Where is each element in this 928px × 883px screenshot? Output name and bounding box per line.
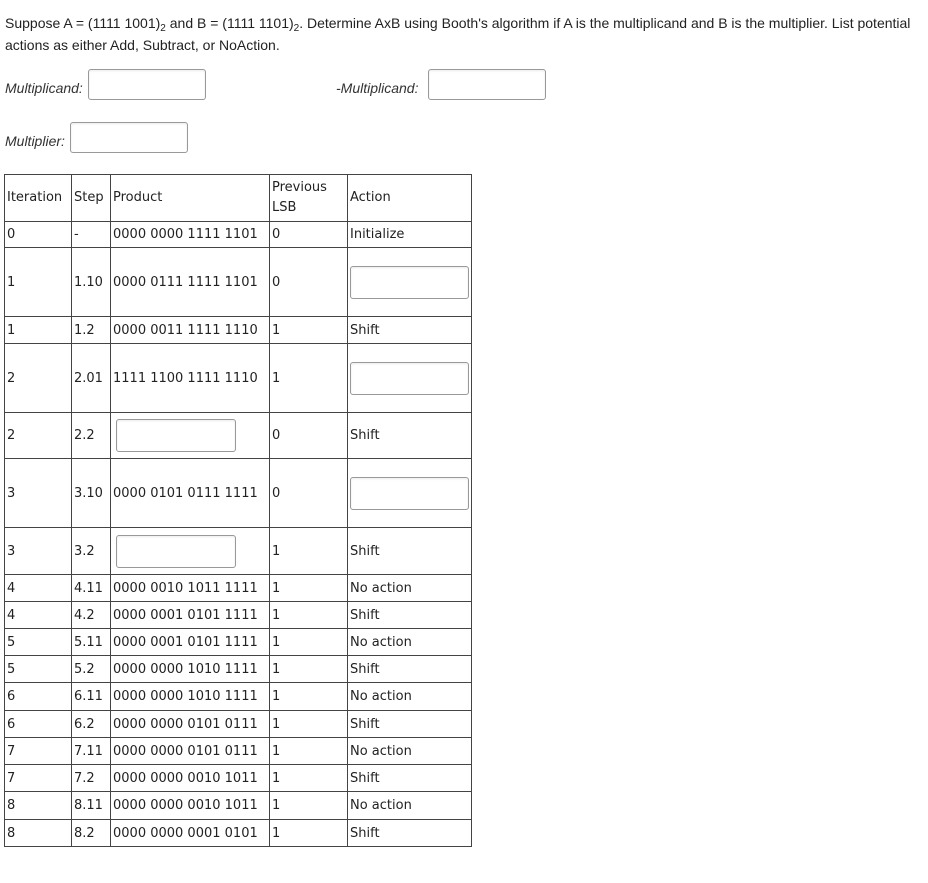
header-previous-lsb <box>270 175 348 222</box>
base-subscript-a: 2 <box>160 23 166 34</box>
step-cell: 4.11 <box>72 575 111 602</box>
action-cell <box>348 248 472 317</box>
table-row <box>5 820 472 847</box>
previous-lsb-cell: 0 <box>270 413 348 459</box>
multiplier-label: Multiplier: <box>5 133 65 149</box>
table-header-row <box>5 175 472 222</box>
previous-lsb-cell: 0 <box>270 222 348 248</box>
iteration-cell: 1 <box>5 248 72 317</box>
action-cell: No action <box>348 738 472 765</box>
neg-multiplicand-label: -Multiplicand: <box>336 80 419 96</box>
action-cell: No action <box>348 575 472 602</box>
multiplier-input[interactable] <box>70 122 188 153</box>
product-cell: 0000 0000 0101 0111 <box>111 711 270 738</box>
previous-lsb-cell: 1 <box>270 765 348 792</box>
question-part1: Suppose A = (1111 1001) <box>5 15 161 31</box>
question-part3: . Determine AxB using Booth's algorithm if A is the multiplicand and B is the multiplier. List potential actions as either Add, Subtract, or NoAction. <box>5 15 911 53</box>
step-cell: 3.2 <box>72 528 111 575</box>
iteration-cell: 7 <box>5 738 72 765</box>
iteration-cell: 7 <box>5 765 72 792</box>
multiplicand-input[interactable] <box>88 69 206 100</box>
action-input[interactable] <box>350 362 469 395</box>
product-input[interactable] <box>116 419 236 452</box>
step-cell: 1.10 <box>72 248 111 317</box>
product-cell: 0000 0000 1010 1111 <box>111 683 270 711</box>
table-row <box>5 317 472 344</box>
iteration-cell: 5 <box>5 629 72 656</box>
table-row <box>5 459 472 528</box>
iteration-cell: 4 <box>5 602 72 629</box>
table-row <box>5 711 472 738</box>
iteration-cell: 6 <box>5 711 72 738</box>
step-cell: 3.10 <box>72 459 111 528</box>
iteration-cell: 2 <box>5 344 72 413</box>
previous-lsb-cell: 0 <box>270 248 348 317</box>
table-row <box>5 765 472 792</box>
table-row <box>5 792 472 820</box>
step-cell: 8.2 <box>72 820 111 847</box>
multiplicand-label: Multiplicand: <box>5 80 83 96</box>
step-cell: 1.2 <box>72 317 111 344</box>
product-cell: 0000 0000 0001 0101 <box>111 820 270 847</box>
product-cell: 1111 1100 1111 1110 <box>111 344 270 413</box>
action-cell: Shift <box>348 413 472 459</box>
action-cell: Shift <box>348 820 472 847</box>
table-row <box>5 656 472 683</box>
previous-lsb-cell: 1 <box>270 602 348 629</box>
action-cell: No action <box>348 792 472 820</box>
action-cell: Shift <box>348 317 472 344</box>
product-cell: 0000 0010 1011 1111 <box>111 575 270 602</box>
iteration-cell: 0 <box>5 222 72 248</box>
header-product: Product <box>111 175 270 222</box>
iteration-cell: 4 <box>5 575 72 602</box>
question-text <box>5 12 920 56</box>
table-row <box>5 248 472 317</box>
table-row <box>5 344 472 413</box>
header-previous-lsb-line1: Previous <box>272 180 327 195</box>
iteration-cell: 3 <box>5 459 72 528</box>
action-cell: Shift <box>348 765 472 792</box>
step-cell: 4.2 <box>72 602 111 629</box>
header-step: Step <box>72 175 111 222</box>
previous-lsb-cell: 1 <box>270 629 348 656</box>
header-action: Action <box>348 175 472 222</box>
iteration-cell: 6 <box>5 683 72 711</box>
product-input[interactable] <box>116 535 236 568</box>
previous-lsb-cell: 0 <box>270 459 348 528</box>
table-row <box>5 413 472 459</box>
iteration-cell: 1 <box>5 317 72 344</box>
action-cell: Shift <box>348 711 472 738</box>
iteration-cell: 2 <box>5 413 72 459</box>
action-cell: No action <box>348 629 472 656</box>
product-cell: 0000 0011 1111 1110 <box>111 317 270 344</box>
previous-lsb-cell: 1 <box>270 317 348 344</box>
booth-table <box>4 174 472 847</box>
table-row <box>5 738 472 765</box>
previous-lsb-cell: 1 <box>270 738 348 765</box>
action-cell: Initialize <box>348 222 472 248</box>
neg-multiplicand-input[interactable] <box>428 69 546 100</box>
previous-lsb-cell: 1 <box>270 344 348 413</box>
iteration-cell: 5 <box>5 656 72 683</box>
action-cell: Shift <box>348 528 472 575</box>
step-cell: 6.11 <box>72 683 111 711</box>
step-cell: 8.11 <box>72 792 111 820</box>
step-cell: - <box>72 222 111 248</box>
header-iteration: Iteration <box>5 175 72 222</box>
previous-lsb-cell: 1 <box>270 792 348 820</box>
table-row <box>5 222 472 248</box>
table-row <box>5 629 472 656</box>
action-cell <box>348 344 472 413</box>
product-cell <box>111 528 270 575</box>
table-row <box>5 528 472 575</box>
step-cell: 2.01 <box>72 344 111 413</box>
step-cell: 7.11 <box>72 738 111 765</box>
action-input[interactable] <box>350 266 469 299</box>
action-input[interactable] <box>350 477 469 510</box>
question-part2: and B = (1111 1101) <box>165 15 294 31</box>
table-row <box>5 683 472 711</box>
action-cell: Shift <box>348 656 472 683</box>
product-cell: 0000 0000 1010 1111 <box>111 656 270 683</box>
previous-lsb-cell: 1 <box>270 575 348 602</box>
iteration-cell: 8 <box>5 792 72 820</box>
base-subscript-b: 2 <box>293 23 300 34</box>
table-row <box>5 575 472 602</box>
product-cell: 0000 0000 1111 1101 <box>111 222 270 248</box>
previous-lsb-cell: 1 <box>270 820 348 847</box>
step-cell: 6.2 <box>72 711 111 738</box>
action-cell <box>348 459 472 528</box>
product-cell <box>111 413 270 459</box>
product-cell: 0000 0000 0010 1011 <box>111 765 270 792</box>
action-cell: Shift <box>348 602 472 629</box>
step-cell: 5.2 <box>72 656 111 683</box>
step-cell: 7.2 <box>72 765 111 792</box>
iteration-cell: 3 <box>5 528 72 575</box>
previous-lsb-cell: 1 <box>270 656 348 683</box>
previous-lsb-cell: 1 <box>270 528 348 575</box>
step-cell: 5.11 <box>72 629 111 656</box>
product-cell: 0000 0001 0101 1111 <box>111 629 270 656</box>
step-cell: 2.2 <box>72 413 111 459</box>
product-cell: 0000 0001 0101 1111 <box>111 602 270 629</box>
product-cell: 0000 0000 0010 1011 <box>111 792 270 820</box>
previous-lsb-cell: 1 <box>270 711 348 738</box>
iteration-cell: 8 <box>5 820 72 847</box>
action-cell: No action <box>348 683 472 711</box>
header-previous-lsb-line2: LSB <box>272 200 297 215</box>
product-cell: 0000 0111 1111 1101 <box>111 248 270 317</box>
previous-lsb-cell: 1 <box>270 683 348 711</box>
product-cell: 0000 0101 0111 1111 <box>111 459 270 528</box>
table-body <box>5 222 472 847</box>
table-row <box>5 602 472 629</box>
product-cell: 0000 0000 0101 0111 <box>111 738 270 765</box>
